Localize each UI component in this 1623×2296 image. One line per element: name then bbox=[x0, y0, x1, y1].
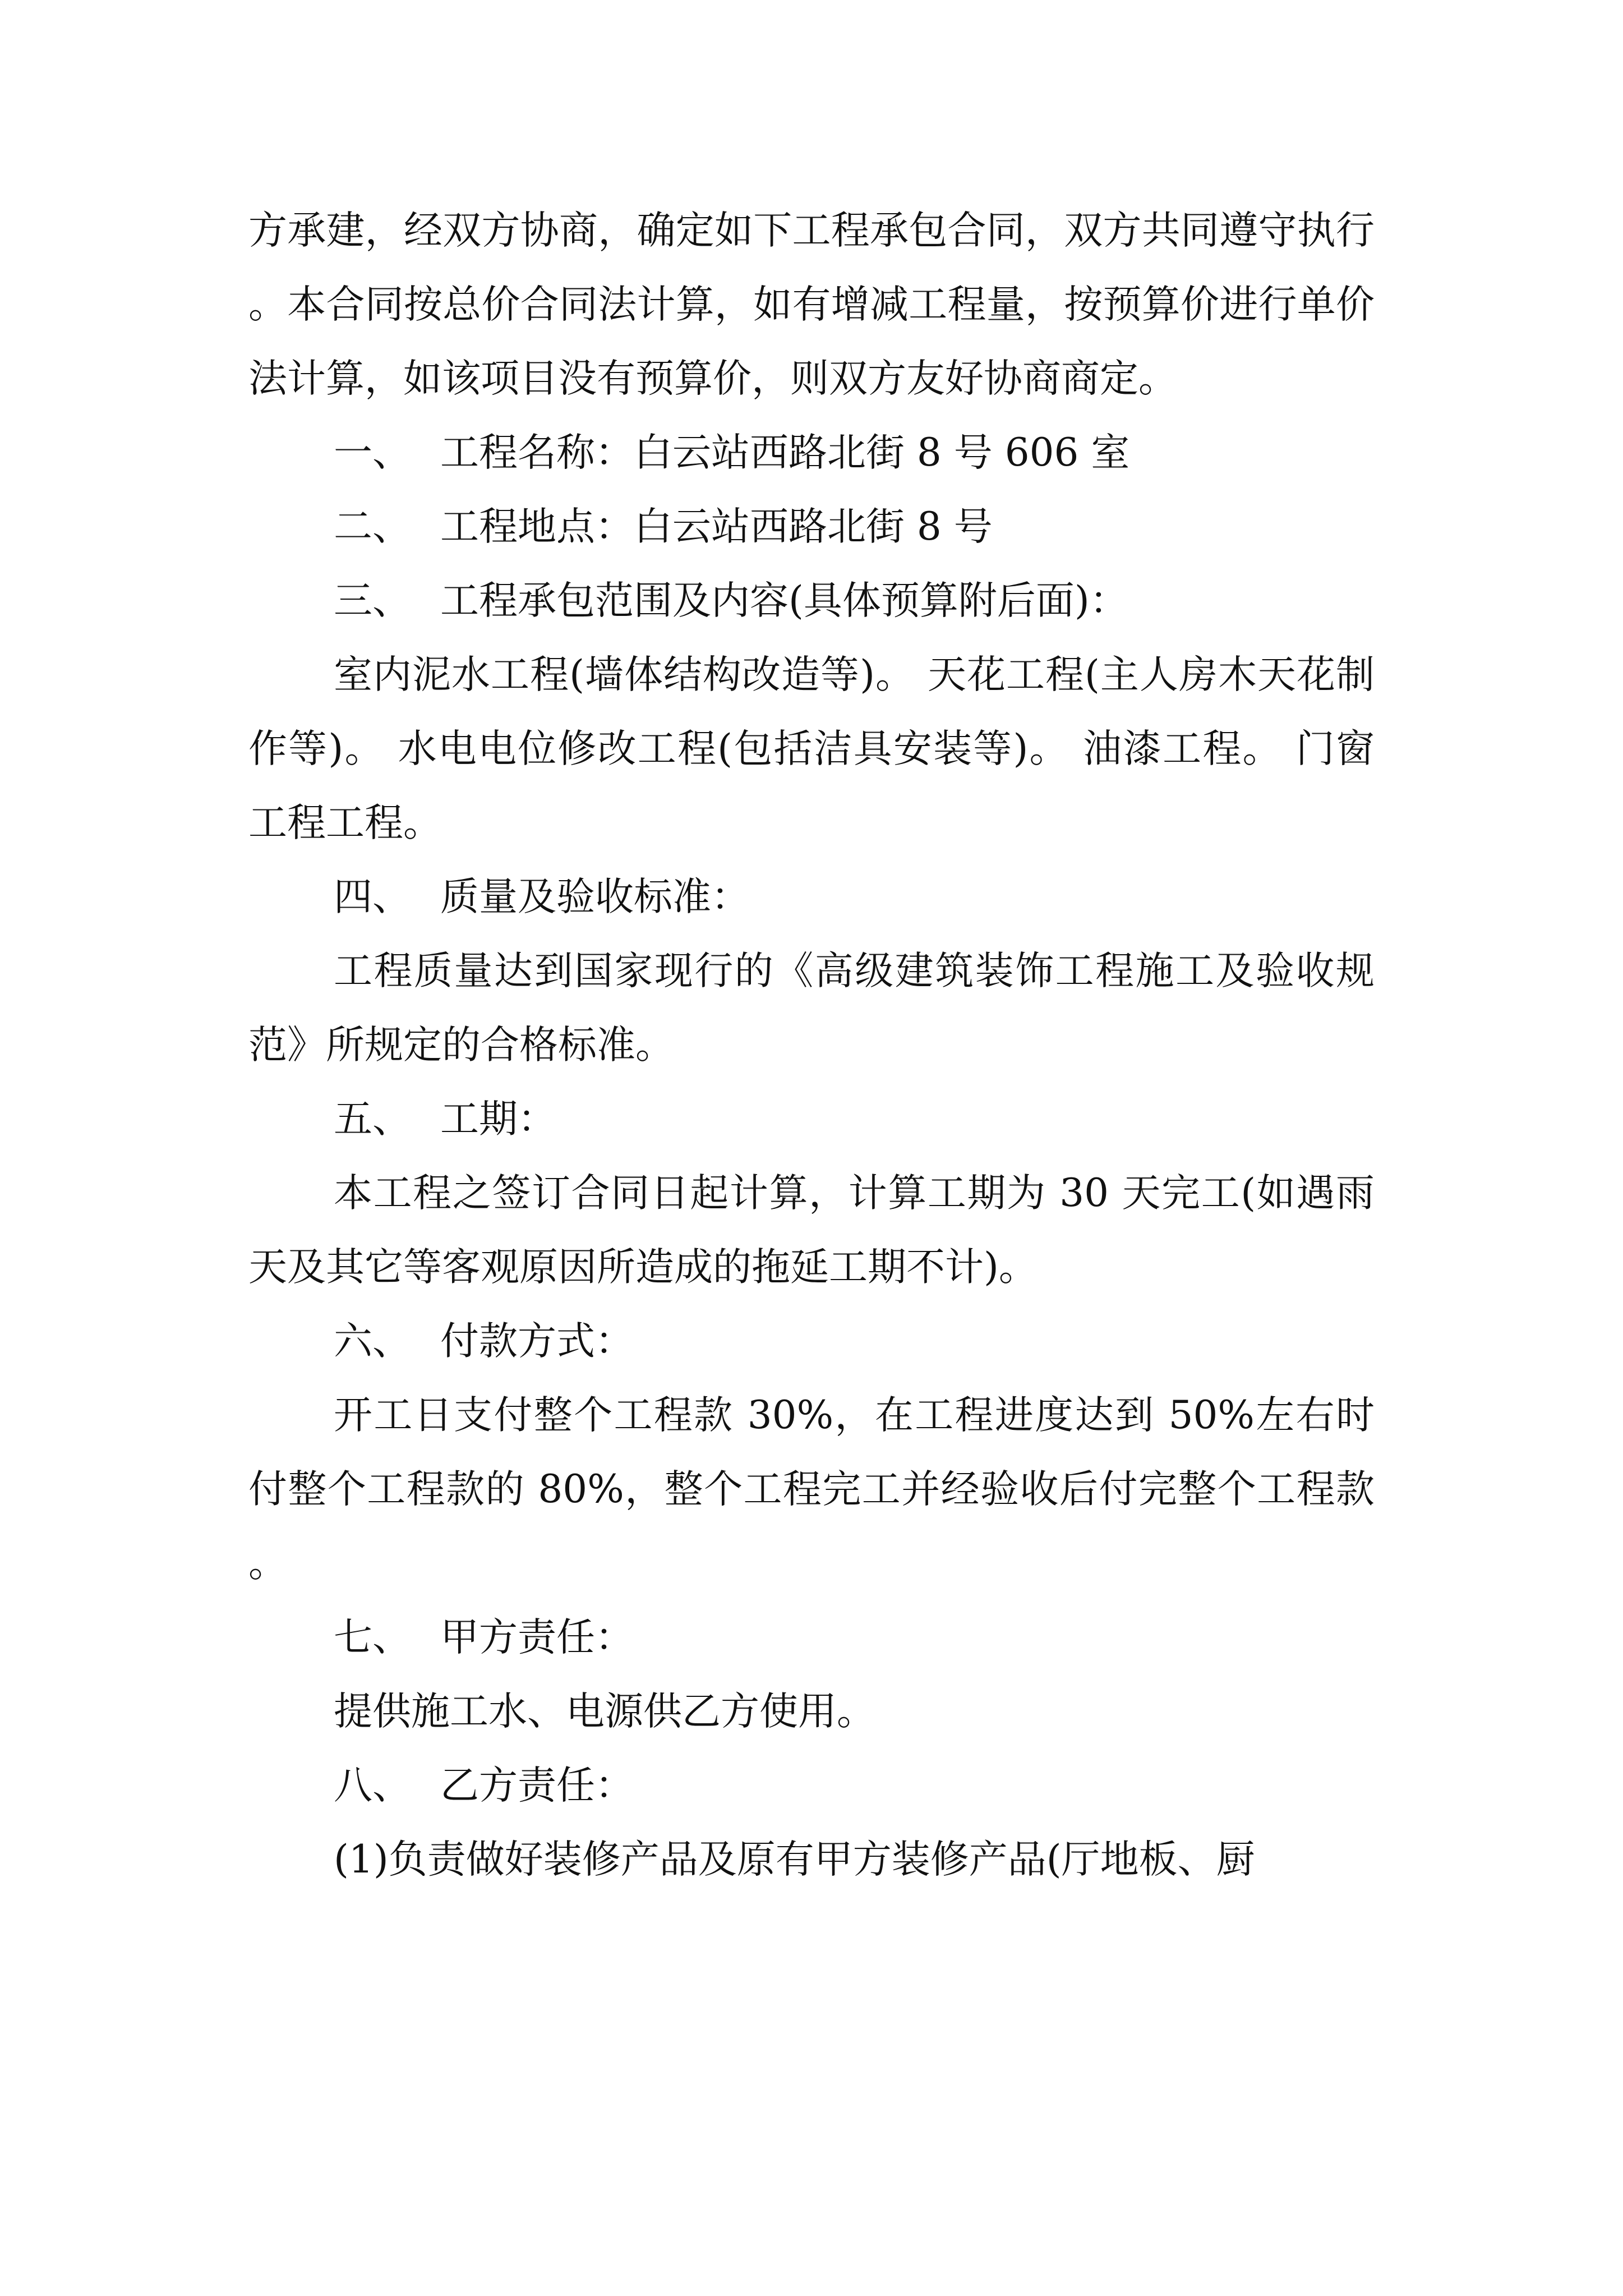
section-heading bbox=[248, 860, 1375, 934]
body-paragraph: 方承建，经双方协商，确定如下工程承包合同，双方共同遵守执行。本合同按总价合同法计算，如有增减工程量，按预算价进行单价法计算，如该项目没有预算价，则双方友好协商商定。 bbox=[248, 208, 1375, 401]
body-paragraph: 提供施工水、电源供乙方使用。 bbox=[334, 1689, 875, 1734]
section-heading bbox=[248, 416, 1375, 490]
contract-page bbox=[248, 194, 1375, 1897]
section-heading-text: 工期： bbox=[440, 1097, 556, 1142]
section-heading bbox=[248, 490, 1375, 564]
body-paragraph: (1)负责做好装修产品及原有甲方装修产品(厅地板、厨 bbox=[334, 1837, 1255, 1882]
section-heading bbox=[248, 1082, 1375, 1156]
section-heading bbox=[248, 1600, 1375, 1674]
body-paragraph: 工程质量达到国家现行的《高级建筑装饰工程施工及验收规范》所规定的合格标准。 bbox=[248, 949, 1375, 1068]
section-heading bbox=[248, 1304, 1375, 1378]
section-number: 六、 bbox=[334, 1319, 411, 1364]
section-number: 五、 bbox=[334, 1097, 411, 1142]
section-heading bbox=[248, 1749, 1375, 1823]
section-heading-text: 工程名称：白云站西路北街 8 号 606 室 bbox=[440, 430, 1130, 475]
body-paragraph: 室内泥水工程(墙体结构改造等)。 天花工程(主人房木天花制作等)。 水电电位修改工程(包括洁具安装等)。 油漆工程。 门窗工程工程。 bbox=[248, 652, 1375, 845]
section-number: 七、 bbox=[334, 1615, 411, 1660]
body-paragraph: 本工程之签订合同日起计算，计算工期为 30 天完工(如遇雨天及其它等客观原因所造成的拖延工期不计)。 bbox=[248, 1171, 1375, 1290]
section-heading-text: 甲方责任： bbox=[440, 1615, 634, 1660]
section-heading-text: 工程承包范围及内容(具体预算附后面)： bbox=[440, 578, 1128, 623]
section-heading-text: 乙方责任： bbox=[440, 1763, 634, 1808]
section-number: 三、 bbox=[334, 578, 411, 623]
body-paragraph: 开工日支付整个工程款 30%，在工程进度达到 50%左右时付整个工程款的 80%，整个工程完工并经验收后付完整个工程款。 bbox=[248, 1393, 1375, 1586]
section-number: 四、 bbox=[334, 875, 411, 919]
section-number: 二、 bbox=[334, 504, 411, 549]
section-heading-text: 质量及验收标准： bbox=[440, 875, 750, 919]
section-number: 八、 bbox=[334, 1763, 411, 1808]
section-heading-text: 付款方式： bbox=[440, 1319, 634, 1364]
section-number: 一、 bbox=[334, 430, 411, 475]
section-heading-text: 工程地点：白云站西路北街 8 号 bbox=[440, 504, 993, 549]
section-heading bbox=[248, 564, 1375, 638]
